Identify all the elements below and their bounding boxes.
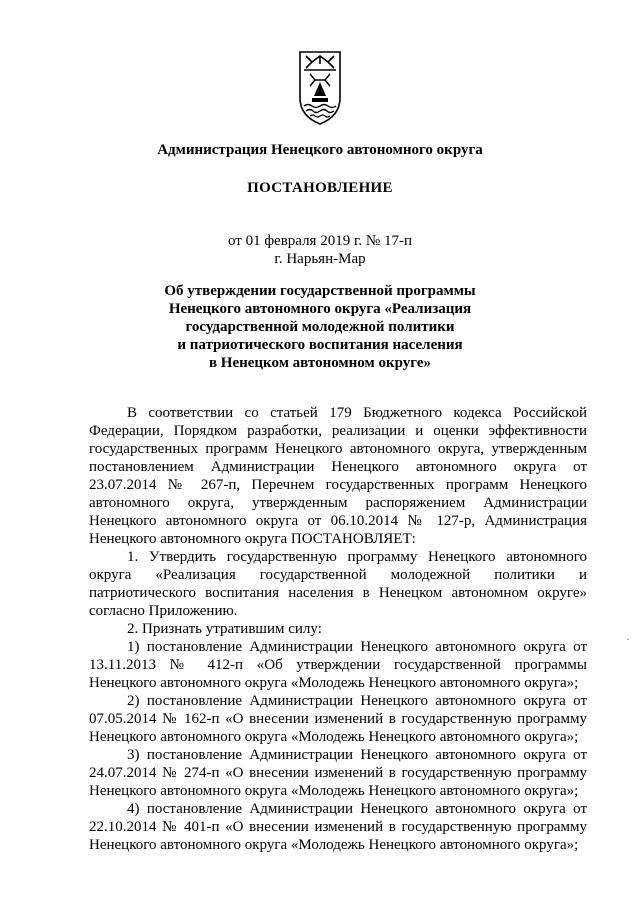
date-number-line: от 01 февраля 2019 г. № 17-п <box>227 233 413 249</box>
title-line: Ненецкого автономного округа «Реализация <box>168 301 472 317</box>
subitem-2-paragraph: 2) постановление Администрации Ненецкого автономного округа от 07.05.2014 № 162-п «О внесении изменений в государственную программу Ненецкого автономного округа «Молодежь Ненецкого автономного округа»; <box>89 693 587 745</box>
scan-edge-mark: · <box>626 632 630 646</box>
subitem-4-paragraph: 4) постановление Администрации Ненецкого автономного округа от 22.10.2014 № 401-п «О внесении изменений в государственную программу Ненецкого автономного округа «Молодежь Ненецкого автономного округа»; <box>89 801 587 853</box>
preamble-paragraph: В соответствии со статьей 179 Бюджетного кодекса Российской Федерации, Порядком разработки, реализации и оценки эффективности государственных программ Ненецкого автономного округа, утвержденным постановлением Администрации Ненецкого автономного округа от 23.07.2014 № 267-п, Перечнем государственных программ Ненецкого автономного округа, утвержденным распоряжением Администрации Ненецкого автономного округа от 06.10.2014 № 127-р, Администрация Ненецкого автономного округа ПОСТАНОВЛЯЕТ: <box>89 405 587 547</box>
document-type: ПОСТАНОВЛЕНИЕ <box>247 180 393 196</box>
item-1-paragraph: 1. Утвердить государственную программу Ненецкого автономного округа «Реализация государственной молодежной политики и патриотического воспитания населения в Ненецком автономном округе» согласно Приложению. <box>89 549 587 619</box>
organization-heading: Администрация Ненецкого автономного округа <box>157 142 483 158</box>
document-body <box>89 404 587 854</box>
subitem-3-paragraph: 3) постановление Администрации Ненецкого автономного округа от 24.07.2014 № 274-п «О внесении изменений в государственную программу Ненецкого автономного округа «Молодежь Ненецкого автономного округа»; <box>89 747 587 799</box>
title-line: государственной молодежной политики <box>185 319 455 335</box>
date-block <box>0 232 640 268</box>
item-2-paragraph: 2. Признать утратившим силу: <box>127 621 322 637</box>
title-line: и патриотического воспитания населения <box>177 337 463 353</box>
title-line: Об утверждении государственной программы <box>164 283 476 299</box>
place-line: г. Нарьян-Мар <box>274 251 366 267</box>
subitem-1-paragraph: 1) постановление Администрации Ненецкого автономного округа от 13.11.2013 № 412-п «Об утверждении государственной программы Ненецкого автономного округа «Молодежь Ненецкого автономного округа»; <box>89 639 587 691</box>
title-line: в Ненецком автономном округе» <box>208 355 432 371</box>
coat-of-arms-icon <box>297 50 343 126</box>
document-title <box>0 282 640 372</box>
